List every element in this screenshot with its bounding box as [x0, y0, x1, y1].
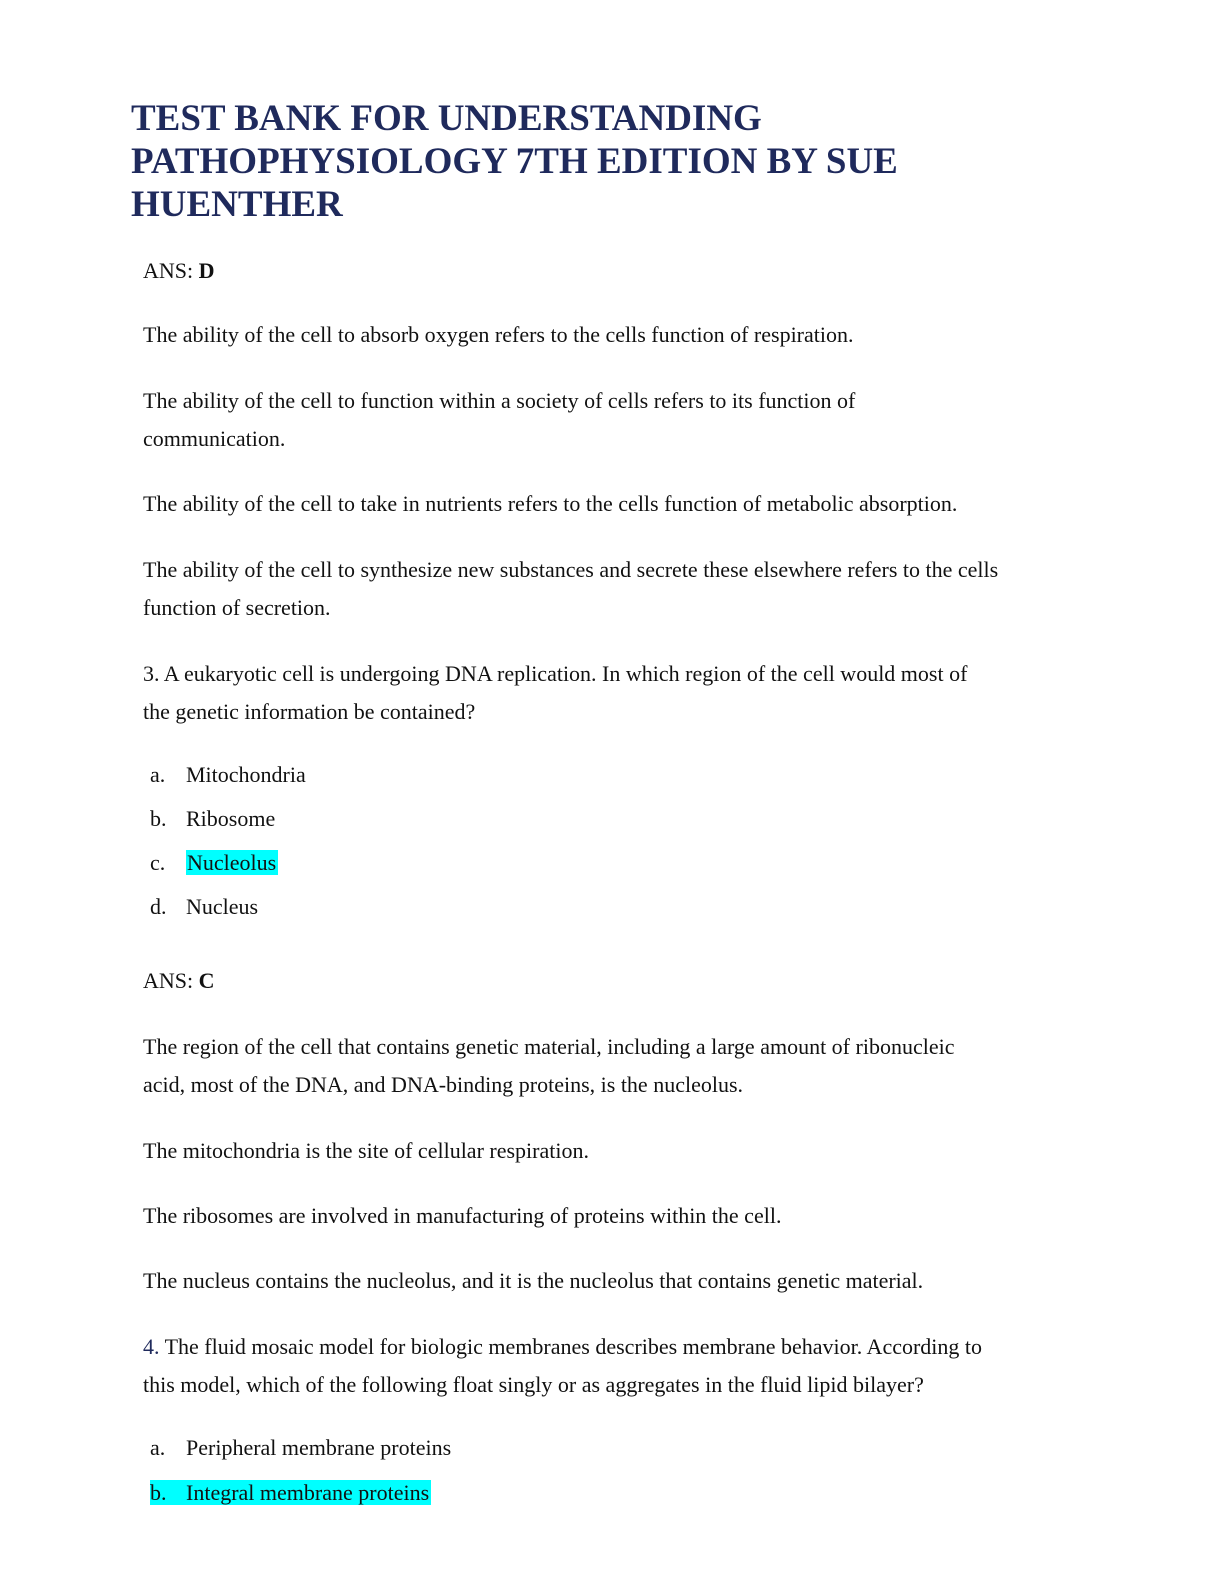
option-b [150, 804, 275, 834]
option-text-highlighted: Integral membrane proteins [186, 1480, 430, 1505]
question-text: 3. A eukaryotic cell is undergoing DNA replication. In which region of the cell would most of [143, 661, 968, 686]
option-text: Peripheral membrane proteins [186, 1435, 452, 1460]
explanation-text: The ability of the cell to synthesize new substances and secrete these elsewhere refers to the cells [143, 557, 999, 582]
question-3 [143, 655, 1078, 731]
option-letter: b. [150, 1480, 167, 1505]
option-d [150, 892, 258, 922]
question-number: 4. [143, 1334, 160, 1359]
option-text: Nucleus [186, 894, 259, 919]
option-highlighted [150, 1480, 431, 1505]
title-line-2: PATHOPHYSIOLOGY 7TH EDITION BY SUE [131, 141, 898, 182]
explanation-paragraph [143, 1197, 1078, 1235]
option-letter: d. [150, 894, 167, 919]
option-text: Mitochondria [186, 762, 306, 787]
question-text: the genetic information be contained? [143, 699, 476, 724]
explanation-text: communication. [143, 426, 286, 451]
option-c [150, 848, 278, 878]
question-text-rest: The fluid mosaic model for biologic membranes describes membrane behavior. According to [159, 1334, 983, 1359]
option-a [150, 760, 306, 790]
explanation-paragraph [143, 485, 1078, 523]
option-letter: c. [150, 850, 166, 875]
explanation-paragraph [143, 316, 1078, 354]
explanation-paragraph [143, 1028, 1078, 1104]
question-text: this model, which of the following float singly or as aggregates in the fluid lipid bilayer? [143, 1372, 924, 1397]
explanation-paragraph [143, 1132, 1078, 1170]
explanation-paragraph [143, 1262, 1078, 1300]
option-letter: a. [150, 762, 166, 787]
explanation-text: The ability of the cell to absorb oxygen refers to the cells function of respiration. [143, 322, 854, 347]
title-line-3: HUENTHER [131, 184, 343, 225]
explanation-text: acid, most of the DNA, and DNA-binding proteins, is the nucleolus. [143, 1072, 744, 1097]
explanation-text: The nucleus contains the nucleolus, and it is the nucleolus that contains genetic material. [143, 1268, 924, 1293]
explanation-text: The ability of the cell to function within a society of cells refers to its function of [143, 388, 856, 413]
explanation-text: The mitochondria is the site of cellular respiration. [143, 1138, 589, 1163]
option-b [150, 1478, 431, 1508]
explanation-text: The region of the cell that contains genetic material, including a large amount of ribonucleic [143, 1034, 955, 1059]
explanation-text: The ability of the cell to take in nutrients refers to the cells function of metabolic absorption. [143, 491, 958, 516]
answer-line-q3 [143, 962, 1078, 1000]
question-4 [143, 1328, 1078, 1404]
explanation-text: function of secretion. [143, 595, 331, 620]
explanation-text: The ribosomes are involved in manufacturing of proteins within the cell. [143, 1203, 782, 1228]
answer-label: ANS: [143, 968, 199, 993]
question-text [143, 1328, 1078, 1366]
explanation-paragraph [143, 551, 1078, 627]
option-text: Ribosome [186, 806, 276, 831]
document-title [131, 97, 1031, 226]
option-letter: b. [150, 806, 167, 831]
title-line-1: TEST BANK FOR UNDERSTANDING [131, 98, 762, 139]
explanation-paragraph [143, 382, 1078, 458]
answer-letter: C [198, 968, 215, 993]
option-a [150, 1433, 451, 1463]
answer-line-q2 [143, 252, 1078, 290]
answer-letter: D [198, 258, 215, 283]
answer-label: ANS: [143, 258, 199, 283]
option-letter: a. [150, 1435, 166, 1460]
option-text-highlighted: Nucleolus [187, 850, 277, 875]
